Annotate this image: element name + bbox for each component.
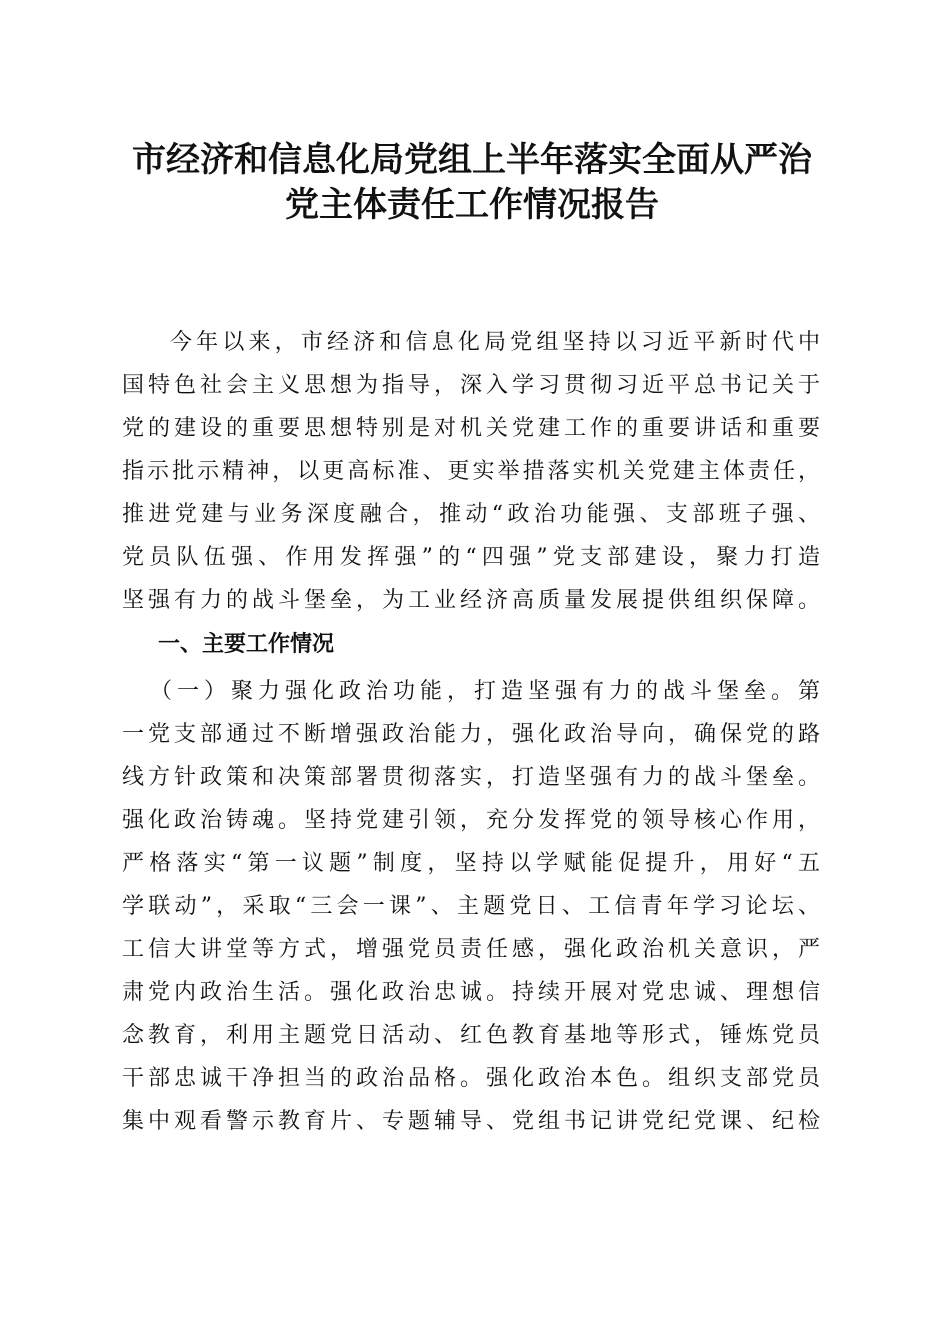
text-line: 一党支部通过不断增强政治能力，强化政治导向，确保党的路 xyxy=(122,722,820,747)
paragraph-section1-item1 xyxy=(122,670,820,1143)
document-page xyxy=(122,138,822,1143)
title-line: 党主体责任工作情况报告 xyxy=(285,185,659,225)
text-line: （一）聚力强化政治功能，打造坚强有力的战斗堡垒。第 xyxy=(150,679,820,704)
spacer xyxy=(122,228,822,321)
document-title xyxy=(122,138,822,228)
paragraph-intro xyxy=(122,321,820,622)
text-line: 国特色社会主义思想为指导，深入学习贯彻习近平总书记关于 xyxy=(122,373,820,398)
text-line: 推进党建与业务深度融合，推动“政治功能强、支部班子强、 xyxy=(122,502,820,527)
text-line: 指示批示精神，以更高标准、更实举措落实机关党建主体责任， xyxy=(122,459,820,484)
section-heading: 一、主要工作情况 xyxy=(158,632,335,657)
text-line: 党的建设的重要思想特别是对机关党建工作的重要讲话和重要 xyxy=(122,416,820,441)
text-line: 严格落实“第一议题”制度，坚持以学赋能促提升，用好“五 xyxy=(122,851,820,876)
text-line: 肃党内政治生活。强化政治忠诚。持续开展对党忠诚、理想信 xyxy=(122,980,820,1005)
text-line: 党员队伍强、作用发挥强”的“四强”党支部建设，聚力打造 xyxy=(122,545,820,570)
text-line: 今年以来，市经济和信息化局党组坚持以习近平新时代中 xyxy=(170,330,820,355)
text-line: 强化政治铸魂。坚持党建引领，充分发挥党的领导核心作用， xyxy=(122,808,820,833)
text-line: 念教育，利用主题党日活动、红色教育基地等形式，锤炼党员 xyxy=(122,1023,820,1048)
text-line: 集中观看警示教育片、专题辅导、党组书记讲党纪党课、纪检 xyxy=(122,1109,820,1134)
text-line: 坚强有力的战斗堡垒，为工业经济高质量发展提供组织保障。 xyxy=(122,588,820,613)
text-line: 干部忠诚干净担当的政治品格。强化政治本色。组织支部党员 xyxy=(122,1066,820,1091)
title-line: 市经济和信息化局党组上半年落实全面从严治 xyxy=(132,140,812,180)
text-line: 学联动”，采取“三会一课”、主题党日、工信青年学习论坛、 xyxy=(122,894,820,919)
text-line: 线方针政策和决策部署贯彻落实，打造坚强有力的战斗堡垒。 xyxy=(122,765,820,790)
text-line: 工信大讲堂等方式，增强党员责任感，强化政治机关意识，严 xyxy=(122,937,820,962)
